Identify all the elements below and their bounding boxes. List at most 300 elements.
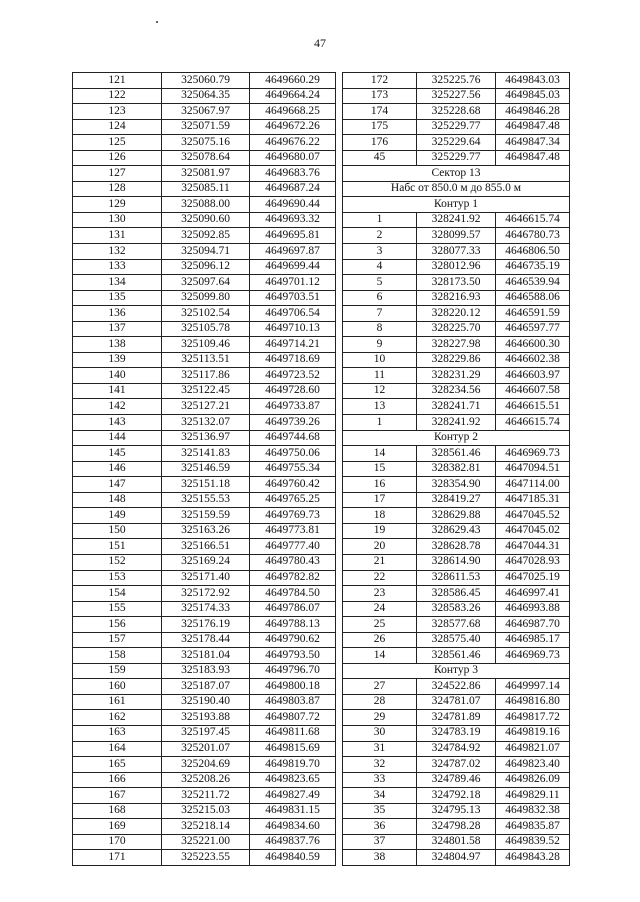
point-number-cell: 141: [73, 383, 162, 399]
point-number-cell: 26: [343, 632, 417, 648]
x-coordinate-cell: 328611.53: [417, 570, 496, 586]
x-coordinate-cell: 328629.88: [417, 508, 496, 524]
table-row: [73, 212, 336, 228]
point-number-cell: 133: [73, 259, 162, 275]
y-coordinate-cell: 4649823.40: [496, 757, 570, 773]
point-number-cell: 6: [343, 290, 417, 306]
point-number-cell: 31: [343, 741, 417, 757]
y-coordinate-cell: 4649728.60: [250, 383, 336, 399]
section-header: Контур 2: [343, 430, 570, 446]
point-number-cell: 21: [343, 554, 417, 570]
point-number-cell: 122: [73, 88, 162, 104]
x-coordinate-cell: 328628.78: [417, 539, 496, 555]
table-row: [343, 446, 570, 462]
x-coordinate-cell: 324804.97: [417, 850, 496, 866]
y-coordinate-cell: 4649821.07: [496, 741, 570, 757]
table-row: [343, 212, 570, 228]
x-coordinate-cell: 324781.07: [417, 694, 496, 710]
table-row: [73, 415, 336, 431]
y-coordinate-cell: 4646735.19: [496, 259, 570, 275]
table-row: [343, 788, 570, 804]
y-coordinate-cell: 4649750.06: [250, 446, 336, 462]
y-coordinate-cell: 4649811.68: [250, 725, 336, 741]
y-coordinate-cell: 4649807.72: [250, 710, 336, 726]
point-number-cell: 30: [343, 725, 417, 741]
x-coordinate-cell: 325078.64: [162, 150, 250, 166]
x-coordinate-cell: 325113.51: [162, 352, 250, 368]
x-coordinate-cell: 328241.92: [417, 415, 496, 431]
y-coordinate-cell: 4646993.88: [496, 601, 570, 617]
point-number-cell: 139: [73, 352, 162, 368]
y-coordinate-cell: 4646615.74: [496, 212, 570, 228]
table-row: [343, 741, 570, 757]
x-coordinate-cell: 325092.85: [162, 228, 250, 244]
point-number-cell: 170: [73, 834, 162, 850]
y-coordinate-cell: 4646591.59: [496, 306, 570, 322]
y-coordinate-cell: 4649703.51: [250, 290, 336, 306]
table-row: [73, 461, 336, 477]
x-coordinate-cell: 325187.07: [162, 679, 250, 695]
scan-speck: [156, 21, 158, 23]
table-row: [73, 104, 336, 120]
x-coordinate-cell: 325105.78: [162, 321, 250, 337]
x-coordinate-cell: 325172.92: [162, 586, 250, 602]
y-coordinate-cell: 4649786.07: [250, 601, 336, 617]
point-number-cell: 171: [73, 850, 162, 866]
point-number-cell: 12: [343, 383, 417, 399]
table-row: [73, 197, 336, 213]
table-row: [343, 757, 570, 773]
x-coordinate-cell: 325197.45: [162, 725, 250, 741]
y-coordinate-cell: 4647094.51: [496, 461, 570, 477]
x-coordinate-cell: 325132.07: [162, 415, 250, 431]
y-coordinate-cell: 4649660.29: [250, 73, 336, 89]
table-row: [343, 88, 570, 104]
x-coordinate-cell: 324801.58: [417, 834, 496, 850]
x-coordinate-cell: 325223.55: [162, 850, 250, 866]
y-coordinate-cell: 4649782.82: [250, 570, 336, 586]
x-coordinate-cell: 325229.77: [417, 150, 496, 166]
section-header: Контур 3: [343, 663, 570, 679]
table-row: [73, 477, 336, 493]
table-row: [73, 632, 336, 648]
x-coordinate-cell: 325109.46: [162, 337, 250, 353]
x-coordinate-cell: 324522.86: [417, 679, 496, 695]
x-coordinate-cell: 325171.40: [162, 570, 250, 586]
section-header: Контур 1: [343, 197, 570, 213]
x-coordinate-cell: 325155.53: [162, 492, 250, 508]
point-number-cell: 154: [73, 586, 162, 602]
y-coordinate-cell: 4649788.13: [250, 617, 336, 633]
table-row: [73, 368, 336, 384]
table-row: [343, 150, 570, 166]
x-coordinate-cell: 328561.46: [417, 648, 496, 664]
y-coordinate-cell: 4649780.43: [250, 554, 336, 570]
y-coordinate-cell: 4649796.70: [250, 663, 336, 679]
x-coordinate-cell: 325151.18: [162, 477, 250, 493]
y-coordinate-cell: 4649690.44: [250, 197, 336, 213]
section-header: Сектор 13: [343, 166, 570, 182]
table-row: [343, 119, 570, 135]
point-number-cell: 5: [343, 275, 417, 291]
table-row: [343, 321, 570, 337]
table-row: [73, 352, 336, 368]
y-coordinate-cell: 4649680.07: [250, 150, 336, 166]
x-coordinate-cell: 325225.76: [417, 73, 496, 89]
table-row: [73, 819, 336, 835]
x-coordinate-cell: 325227.56: [417, 88, 496, 104]
table-row: [73, 617, 336, 633]
y-coordinate-cell: 4649843.03: [496, 73, 570, 89]
table-row: [343, 368, 570, 384]
x-coordinate-cell: 325174.33: [162, 601, 250, 617]
y-coordinate-cell: 4649777.40: [250, 539, 336, 555]
x-coordinate-cell: 328419.27: [417, 492, 496, 508]
table-row: [343, 73, 570, 89]
x-coordinate-cell: 328012.96: [417, 259, 496, 275]
x-coordinate-cell: 328382.81: [417, 461, 496, 477]
table-row: [73, 88, 336, 104]
y-coordinate-cell: 4647028.93: [496, 554, 570, 570]
table-row: [343, 648, 570, 664]
x-coordinate-cell: 325096.12: [162, 259, 250, 275]
y-coordinate-cell: 4646615.74: [496, 415, 570, 431]
x-coordinate-cell: 325081.97: [162, 166, 250, 182]
y-coordinate-cell: 4646969.73: [496, 446, 570, 462]
point-number-cell: 36: [343, 819, 417, 835]
point-number-cell: 158: [73, 648, 162, 664]
table-row: [73, 539, 336, 555]
point-number-cell: 160: [73, 679, 162, 695]
y-coordinate-cell: 4649733.87: [250, 399, 336, 415]
point-number-cell: 136: [73, 306, 162, 322]
y-coordinate-cell: 4649723.52: [250, 368, 336, 384]
table-row: [343, 679, 570, 695]
y-coordinate-cell: 4649676.22: [250, 135, 336, 151]
x-coordinate-cell: 328354.90: [417, 477, 496, 493]
point-number-cell: 16: [343, 477, 417, 493]
x-coordinate-cell: 324783.19: [417, 725, 496, 741]
point-number-cell: 156: [73, 617, 162, 633]
table-row: [343, 819, 570, 835]
table-row: [73, 757, 336, 773]
point-number-cell: 45: [343, 150, 417, 166]
y-coordinate-cell: 4649765.25: [250, 492, 336, 508]
point-number-cell: 37: [343, 834, 417, 850]
table-row: [73, 554, 336, 570]
point-number-cell: 129: [73, 197, 162, 213]
point-number-cell: 172: [343, 73, 417, 89]
point-number-cell: 1: [343, 415, 417, 431]
table-row: [343, 399, 570, 415]
point-number-cell: 17: [343, 492, 417, 508]
table-row: [73, 399, 336, 415]
x-coordinate-cell: 325088.00: [162, 197, 250, 213]
point-number-cell: 131: [73, 228, 162, 244]
table-row: [73, 290, 336, 306]
y-coordinate-cell: 4646539.94: [496, 275, 570, 291]
y-coordinate-cell: 4649695.81: [250, 228, 336, 244]
x-coordinate-cell: 325201.07: [162, 741, 250, 757]
x-coordinate-cell: 328586.45: [417, 586, 496, 602]
x-coordinate-cell: 328577.68: [417, 617, 496, 633]
table-row: [73, 383, 336, 399]
table-row: [73, 523, 336, 539]
x-coordinate-cell: 328225.70: [417, 321, 496, 337]
y-coordinate-cell: 4649819.70: [250, 757, 336, 773]
point-number-cell: 23: [343, 586, 417, 602]
table-row: [343, 725, 570, 741]
point-number-cell: 28: [343, 694, 417, 710]
table-row: [73, 508, 336, 524]
y-coordinate-cell: 4649668.25: [250, 104, 336, 120]
table-row: [73, 119, 336, 135]
x-coordinate-cell: 325136.97: [162, 430, 250, 446]
x-coordinate-cell: 325102.54: [162, 306, 250, 322]
point-number-cell: 143: [73, 415, 162, 431]
x-coordinate-cell: 325085.11: [162, 181, 250, 197]
y-coordinate-cell: 4649687.24: [250, 181, 336, 197]
x-coordinate-cell: 325163.26: [162, 523, 250, 539]
y-coordinate-cell: 4649755.34: [250, 461, 336, 477]
point-number-cell: 134: [73, 275, 162, 291]
y-coordinate-cell: 4649706.54: [250, 306, 336, 322]
point-number-cell: 165: [73, 757, 162, 773]
table-row: [343, 772, 570, 788]
x-coordinate-cell: 328099.57: [417, 228, 496, 244]
table-row: [343, 710, 570, 726]
table-row: [73, 570, 336, 586]
point-number-cell: 19: [343, 523, 417, 539]
y-coordinate-cell: 4649832.38: [496, 803, 570, 819]
point-number-cell: 125: [73, 135, 162, 151]
x-coordinate-cell: 325229.64: [417, 135, 496, 151]
x-coordinate-cell: 325178.44: [162, 632, 250, 648]
x-coordinate-cell: 325127.21: [162, 399, 250, 415]
x-coordinate-cell: 325193.88: [162, 710, 250, 726]
table-row: [343, 803, 570, 819]
table-row: [343, 554, 570, 570]
x-coordinate-cell: 325067.97: [162, 104, 250, 120]
x-coordinate-cell: 325181.04: [162, 648, 250, 664]
table-row: [343, 383, 570, 399]
section-header-row: [343, 197, 570, 213]
x-coordinate-cell: 325071.59: [162, 119, 250, 135]
point-number-cell: 2: [343, 228, 417, 244]
y-coordinate-cell: 4649793.50: [250, 648, 336, 664]
y-coordinate-cell: 4649693.32: [250, 212, 336, 228]
y-coordinate-cell: 4649997.14: [496, 679, 570, 695]
point-number-cell: 8: [343, 321, 417, 337]
point-number-cell: 173: [343, 88, 417, 104]
x-coordinate-cell: 328231.29: [417, 368, 496, 384]
point-number-cell: 127: [73, 166, 162, 182]
x-coordinate-cell: 325166.51: [162, 539, 250, 555]
table-row: [73, 601, 336, 617]
point-number-cell: 140: [73, 368, 162, 384]
table-row: [73, 834, 336, 850]
section-header-row: [343, 430, 570, 446]
y-coordinate-cell: 4646985.17: [496, 632, 570, 648]
y-coordinate-cell: 4649819.16: [496, 725, 570, 741]
y-coordinate-cell: 4649843.28: [496, 850, 570, 866]
y-coordinate-cell: 4646600.30: [496, 337, 570, 353]
table-row: [343, 850, 570, 866]
point-number-cell: 157: [73, 632, 162, 648]
x-coordinate-cell: 325183.93: [162, 663, 250, 679]
point-number-cell: 132: [73, 244, 162, 260]
table-row: [73, 803, 336, 819]
y-coordinate-cell: 4646615.51: [496, 399, 570, 415]
y-coordinate-cell: 4649744.68: [250, 430, 336, 446]
table-row: [343, 290, 570, 306]
y-coordinate-cell: 4649803.87: [250, 694, 336, 710]
y-coordinate-cell: 4649784.50: [250, 586, 336, 602]
point-number-cell: 14: [343, 648, 417, 664]
point-number-cell: 27: [343, 679, 417, 695]
point-number-cell: 168: [73, 803, 162, 819]
y-coordinate-cell: 4649847.48: [496, 150, 570, 166]
y-coordinate-cell: 4646987.70: [496, 617, 570, 633]
y-coordinate-cell: 4649817.72: [496, 710, 570, 726]
point-number-cell: 149: [73, 508, 162, 524]
y-coordinate-cell: 4649823.65: [250, 772, 336, 788]
point-number-cell: 153: [73, 570, 162, 586]
y-coordinate-cell: 4649835.87: [496, 819, 570, 835]
point-number-cell: 9: [343, 337, 417, 353]
table-row: [343, 337, 570, 353]
y-coordinate-cell: 4649829.11: [496, 788, 570, 804]
table-row: [343, 244, 570, 260]
y-coordinate-cell: 4647044.31: [496, 539, 570, 555]
table-row: [343, 228, 570, 244]
x-coordinate-cell: 325094.71: [162, 244, 250, 260]
section-header-row: [343, 663, 570, 679]
table-row: [73, 150, 336, 166]
y-coordinate-cell: 4649699.44: [250, 259, 336, 275]
point-number-cell: 169: [73, 819, 162, 835]
x-coordinate-cell: 325229.77: [417, 119, 496, 135]
coordinates-table-left: [72, 72, 336, 866]
x-coordinate-cell: 325090.60: [162, 212, 250, 228]
table-row: [343, 523, 570, 539]
table-row: [73, 275, 336, 291]
x-coordinate-cell: 324781.89: [417, 710, 496, 726]
point-number-cell: 151: [73, 539, 162, 555]
y-coordinate-cell: 4649815.69: [250, 741, 336, 757]
point-number-cell: 33: [343, 772, 417, 788]
table-row: [343, 104, 570, 120]
x-coordinate-cell: 325060.79: [162, 73, 250, 89]
point-number-cell: 146: [73, 461, 162, 477]
point-number-cell: 24: [343, 601, 417, 617]
y-coordinate-cell: 4649827.49: [250, 788, 336, 804]
x-coordinate-cell: 325117.86: [162, 368, 250, 384]
point-number-cell: 11: [343, 368, 417, 384]
point-number-cell: 3: [343, 244, 417, 260]
table-row: [343, 461, 570, 477]
table-row: [343, 617, 570, 633]
y-coordinate-cell: 4649826.09: [496, 772, 570, 788]
point-number-cell: 138: [73, 337, 162, 353]
point-number-cell: 166: [73, 772, 162, 788]
table-row: [73, 772, 336, 788]
table-row: [73, 446, 336, 462]
y-coordinate-cell: 4649834.60: [250, 819, 336, 835]
y-coordinate-cell: 4649718.69: [250, 352, 336, 368]
y-coordinate-cell: 4649816.80: [496, 694, 570, 710]
y-coordinate-cell: 4649760.42: [250, 477, 336, 493]
table-row: [73, 181, 336, 197]
point-number-cell: 10: [343, 352, 417, 368]
x-coordinate-cell: 325075.16: [162, 135, 250, 151]
table-row: [73, 850, 336, 866]
table-row: [343, 135, 570, 151]
table-row: [73, 586, 336, 602]
x-coordinate-cell: 328234.56: [417, 383, 496, 399]
y-coordinate-cell: 4647114.00: [496, 477, 570, 493]
x-coordinate-cell: 328241.92: [417, 212, 496, 228]
point-number-cell: 20: [343, 539, 417, 555]
table-row: [73, 492, 336, 508]
point-number-cell: 34: [343, 788, 417, 804]
y-coordinate-cell: 4646969.73: [496, 648, 570, 664]
section-header-row: [343, 166, 570, 182]
point-number-cell: 142: [73, 399, 162, 415]
x-coordinate-cell: 325159.59: [162, 508, 250, 524]
y-coordinate-cell: 4647045.52: [496, 508, 570, 524]
x-coordinate-cell: 328229.86: [417, 352, 496, 368]
point-number-cell: 162: [73, 710, 162, 726]
y-coordinate-cell: 4649664.24: [250, 88, 336, 104]
y-coordinate-cell: 4649839.52: [496, 834, 570, 850]
y-coordinate-cell: 4646603.97: [496, 368, 570, 384]
table-row: [73, 259, 336, 275]
point-number-cell: 150: [73, 523, 162, 539]
point-number-cell: 128: [73, 181, 162, 197]
point-number-cell: 1: [343, 212, 417, 228]
section-header-row: [343, 181, 570, 197]
section-header: Набс от 850.0 м до 855.0 м: [343, 181, 570, 197]
x-coordinate-cell: 324792.18: [417, 788, 496, 804]
y-coordinate-cell: 4649790.62: [250, 632, 336, 648]
table-row: [73, 321, 336, 337]
y-coordinate-cell: 4649769.73: [250, 508, 336, 524]
x-coordinate-cell: 324789.46: [417, 772, 496, 788]
table-row: [343, 415, 570, 431]
x-coordinate-cell: 325169.24: [162, 554, 250, 570]
table-row: [73, 694, 336, 710]
x-coordinate-cell: 328561.46: [417, 446, 496, 462]
point-number-cell: 124: [73, 119, 162, 135]
y-coordinate-cell: 4649739.26: [250, 415, 336, 431]
table-row: [343, 539, 570, 555]
table-row: [343, 632, 570, 648]
x-coordinate-cell: 325097.64: [162, 275, 250, 291]
y-coordinate-cell: 4649837.76: [250, 834, 336, 850]
x-coordinate-cell: 328629.43: [417, 523, 496, 539]
point-number-cell: 126: [73, 150, 162, 166]
point-number-cell: 25: [343, 617, 417, 633]
x-coordinate-cell: 325176.19: [162, 617, 250, 633]
x-coordinate-cell: 324795.13: [417, 803, 496, 819]
table-row: [73, 725, 336, 741]
y-coordinate-cell: 4649847.48: [496, 119, 570, 135]
y-coordinate-cell: 4647045.02: [496, 523, 570, 539]
point-number-cell: 123: [73, 104, 162, 120]
table-row: [73, 228, 336, 244]
table-row: [343, 586, 570, 602]
